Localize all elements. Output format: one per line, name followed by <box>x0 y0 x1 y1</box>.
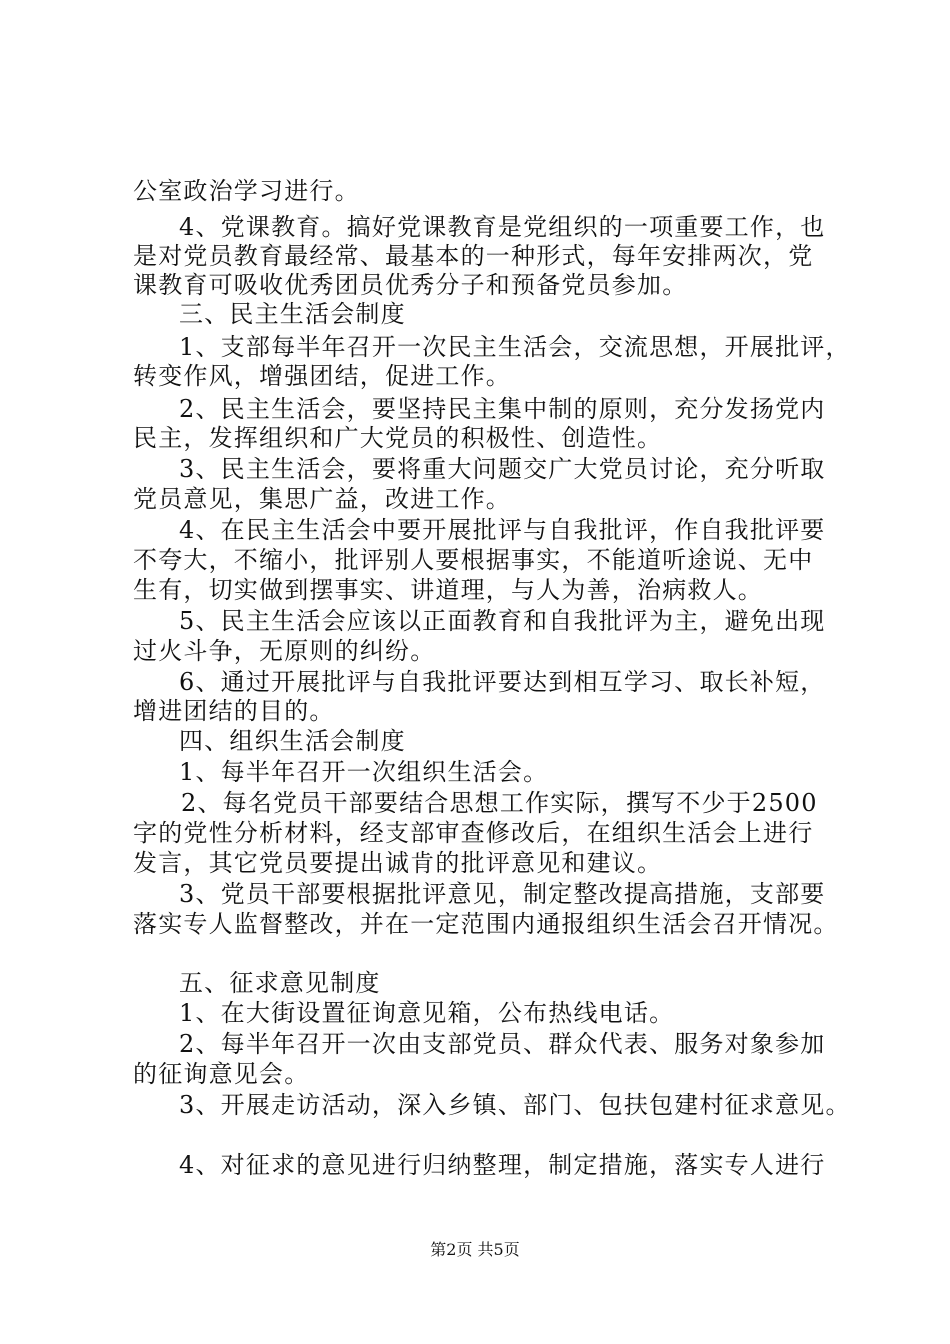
section-heading: 五、征求意见制度 <box>179 969 381 997</box>
text-line: 3、民主生活会，要将重大问题交广大党员讨论，充分听取 <box>179 455 826 483</box>
text-line: 课教育可吸收优秀团员优秀分子和预备党员参加。 <box>133 271 688 299</box>
text-line: 字的党性分析材料，经支部审查修改后，在组织生活会上进行 <box>133 819 814 847</box>
text-line: 4、对征求的意见进行归纳整理，制定措施，落实专人进行 <box>179 1151 826 1179</box>
section-heading: 三、民主生活会制度 <box>179 300 406 328</box>
text-line: 民主，发挥组织和广大党员的积极性、创造性。 <box>133 424 663 452</box>
text-line: 2、民主生活会，要坚持民主集中制的原则，充分发扬党内 <box>179 395 826 423</box>
text-line: 过火斗争，无原则的纠纷。 <box>133 637 436 665</box>
text-line: 1、支部每半年召开一次民主生活会，交流思想，开展批评， <box>179 333 851 361</box>
text-line: 3、党员干部要根据批评意见，制定整改提高措施，支部要 <box>179 880 826 908</box>
text-line: 1、每半年召开一次组织生活会。 <box>179 758 549 786</box>
text-line: 1、在大街设置征询意见箱，公布热线电话。 <box>179 999 675 1027</box>
page-footer: 第2页 共5页 <box>430 1240 520 1259</box>
text-line: 2、每名党员干部要结合思想工作实际，撰写不少于2500 <box>181 789 818 817</box>
text-line: 生有，切实做到摆事实、讲道理，与人为善，治病救人。 <box>133 576 763 604</box>
text-line: 5、民主生活会应该以正面教育和自我批评为主，避免出现 <box>179 607 826 635</box>
text-line: 不夸大，不缩小，批评别人要根据事实，不能道听途说、无中 <box>133 546 814 574</box>
text-line: 2、每半年召开一次由支部党员、群众代表、服务对象参加 <box>179 1030 826 1058</box>
text-line: 党员意见，集思广益，改进工作。 <box>133 485 511 513</box>
text-line: 落实专人监督整改，并在一定范围内通报组织生活会召开情况。 <box>133 910 839 938</box>
text-line: 增进团结的目的。 <box>133 697 335 725</box>
text-line: 4、党课教育。搞好党课教育是党组织的一项重要工作，也 <box>179 213 826 241</box>
text-line: 转变作风，增强团结，促进工作。 <box>133 362 511 390</box>
text-line: 是对党员教育最经常、最基本的一种形式，每年安排两次，党 <box>133 242 814 270</box>
text-line: 3、开展走访活动，深入乡镇、部门、包扶包建村征求意见。 <box>179 1091 851 1119</box>
section-heading: 四、组织生活会制度 <box>179 727 406 755</box>
text-line: 6、通过开展批评与自我批评要达到相互学习、取长补短， <box>179 668 826 696</box>
text-line: 发言，其它党员要提出诚肯的批评意见和建议。 <box>133 849 663 877</box>
text-line: 公室政治学习进行。 <box>133 177 360 205</box>
text-line: 4、在民主生活会中要开展批评与自我批评，作自我批评要 <box>179 516 826 544</box>
text-line: 的征询意见会。 <box>133 1060 310 1088</box>
